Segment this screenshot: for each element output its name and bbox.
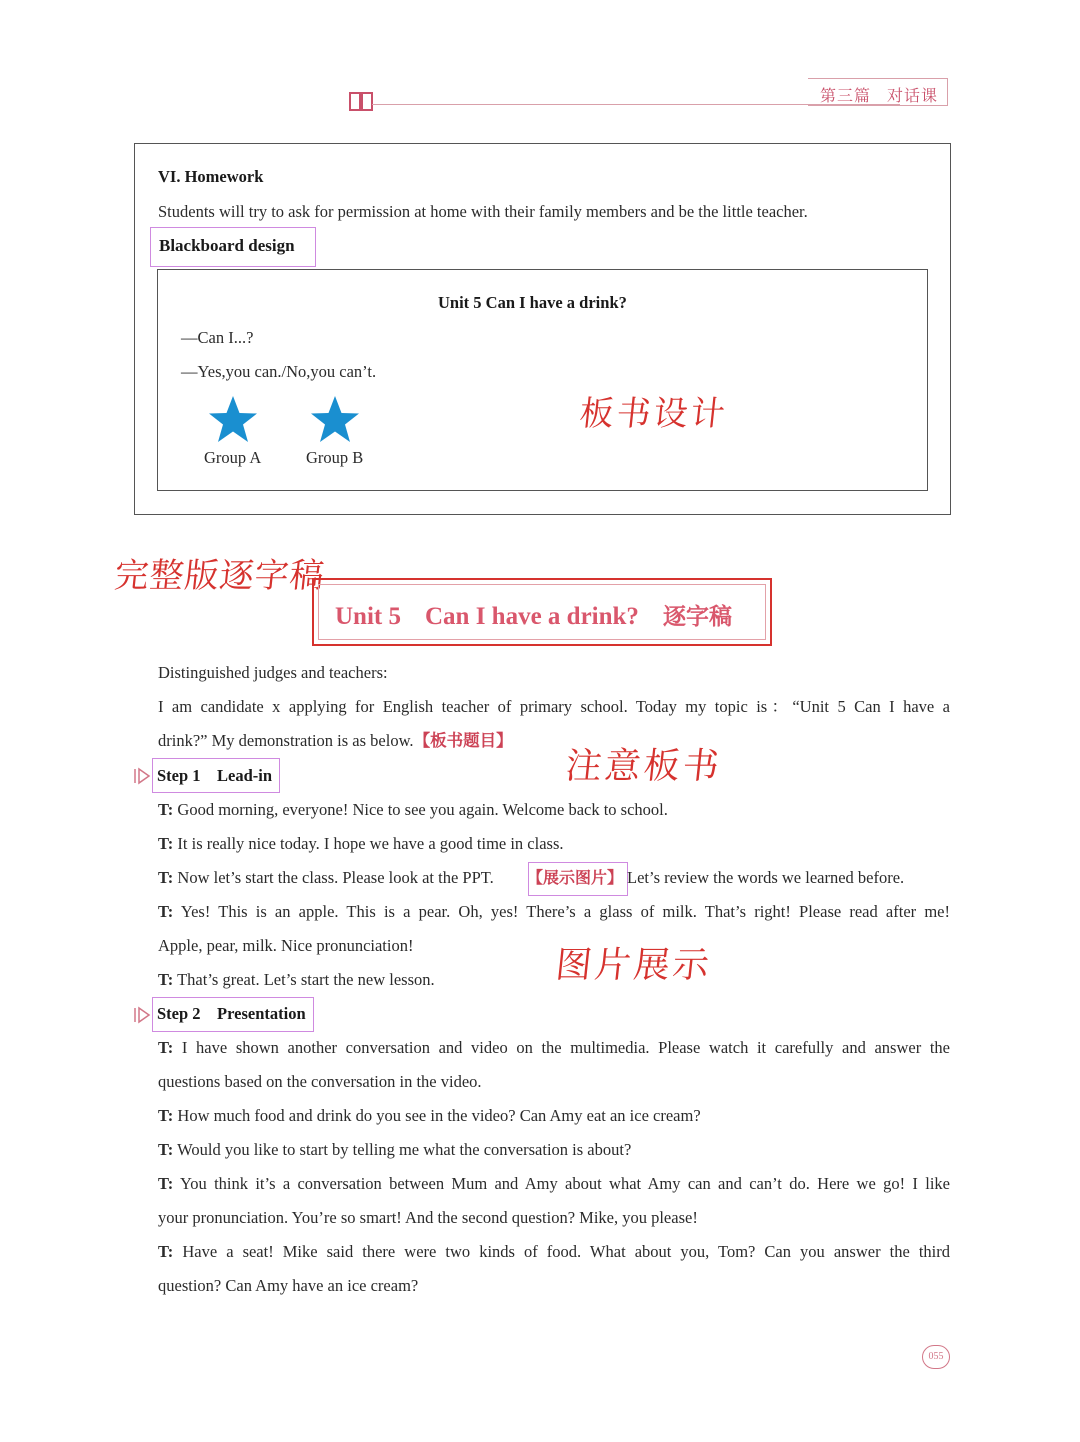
speaker: T: xyxy=(158,1174,174,1193)
annotation-board-design: 板书设计 xyxy=(577,394,730,434)
step1-line-5-text: That’s great. Let’s start the new lesson. xyxy=(173,970,435,989)
star-icon xyxy=(309,394,361,446)
group-b-label: Group B xyxy=(306,448,364,467)
step1-line-4 xyxy=(158,902,950,922)
step2-line-3 xyxy=(158,1140,631,1160)
step2-line-4-cont: your pronunciation. You’re so smart! And the second question? Mike, you please! xyxy=(158,1208,698,1227)
step2-line-2-text: How much food and drink do you see in the video? Can Amy eat an ice cream? xyxy=(173,1106,701,1125)
title-tag: 逐字稿 xyxy=(662,604,732,630)
book-icon xyxy=(348,90,374,112)
header-part: 第三篇 xyxy=(820,86,872,105)
step-marker-icon xyxy=(133,1006,151,1024)
speaker: T: xyxy=(158,970,174,989)
homework-heading: VI. Homework xyxy=(158,167,264,186)
step1-label: Step 1 Lead-in xyxy=(157,766,273,785)
intro-line-2-text: drink?” My demonstration is as below. xyxy=(158,731,414,750)
blackboard-line-2: —Yes,you can./No,you can’t. xyxy=(181,362,377,381)
step2-line-4 xyxy=(158,1174,950,1194)
step1-line-3-text: Now let’s start the class. Please look at the PPT. xyxy=(173,868,494,887)
star-icon xyxy=(207,394,259,446)
speaker: T: xyxy=(158,868,174,887)
step1-line-3-cont: Let’s review the words we learned before. xyxy=(627,868,905,887)
step2-line-1-text: I have shown another conversation and video on the multimedia. Please watch it carefully and answer the xyxy=(173,1038,950,1057)
blackboard-title: Unit 5 Can I have a drink? xyxy=(438,293,627,312)
speaker: T: xyxy=(158,1038,174,1057)
step1-line-4-cont: Apple, pear, milk. Nice pronunciation! xyxy=(158,936,414,955)
step2-line-3-text: Would you like to start by telling me what the conversation is about? xyxy=(173,1140,632,1159)
step-marker-icon xyxy=(133,767,151,785)
greeting: Distinguished judges and teachers: xyxy=(158,663,388,682)
annotation-note-board: 注意板书 xyxy=(563,746,724,787)
speaker: T: xyxy=(158,834,174,853)
step1-line-3 xyxy=(158,868,494,888)
annotation-image-show: 图片展示 xyxy=(553,945,714,986)
blackboard-label: Blackboard design xyxy=(159,236,295,255)
step2-label: Step 2 Presentation xyxy=(157,1004,306,1023)
title-unit: Unit 5 xyxy=(335,603,401,630)
speaker: T: xyxy=(158,800,174,819)
speaker: T: xyxy=(158,1106,174,1125)
step2-line-1-cont: questions based on the conversation in the video. xyxy=(158,1072,482,1091)
header-section-name: 对话课 xyxy=(887,86,939,105)
step1-line-1 xyxy=(158,800,668,820)
step2-line-5 xyxy=(158,1242,950,1262)
blackboard-line-1: —Can I...? xyxy=(181,328,254,347)
step1-line-2-text: It is really nice today. I hope we have a good time in class. xyxy=(173,834,564,853)
step1-line-5 xyxy=(158,970,435,990)
homework-text: Students will try to ask for permission at home with their family members and be the little teacher. xyxy=(158,202,808,221)
speaker: T: xyxy=(158,1140,174,1159)
picture-tag: 【展示图片】 xyxy=(527,868,624,887)
intro-line-2 xyxy=(158,731,513,751)
speaker: T: xyxy=(158,902,174,921)
step2-line-2 xyxy=(158,1106,701,1126)
title-topic: Can I have a drink? xyxy=(424,603,639,630)
script-title xyxy=(335,598,732,631)
header-section xyxy=(820,83,938,106)
step2-line-4-text: You think it’s a conversation between Mum and Amy about what Amy can and can’t do. Here we go! I like xyxy=(173,1174,950,1193)
intro-line-1: I am candidate x applying for English teacher of primary school. Today my topic is：“Unit 5 Can I have a xyxy=(158,697,950,716)
step2-line-5-text: Have a seat! Mike said there were two kinds of food. What about you, Tom? Can you answer the third xyxy=(173,1242,950,1261)
board-title-tag: 【板书题目】 xyxy=(413,731,513,750)
annotation-full-script: 完整版逐字稿 xyxy=(112,556,327,596)
step2-line-5-cont: question? Can Amy have an ice cream? xyxy=(158,1276,419,1295)
step1-line-2 xyxy=(158,834,564,854)
page-number: 055 xyxy=(922,1345,950,1369)
step1-line-4-text: Yes! This is an apple. This is a pear. Oh, yes! There’s a glass of milk. That’s right! Please read after me! xyxy=(173,902,950,921)
step1-line-1-text: Good morning, everyone! Nice to see you again. Welcome back to school. xyxy=(173,800,668,819)
speaker: T: xyxy=(158,1242,174,1261)
group-a-label: Group A xyxy=(204,448,262,467)
step2-line-1 xyxy=(158,1038,950,1058)
